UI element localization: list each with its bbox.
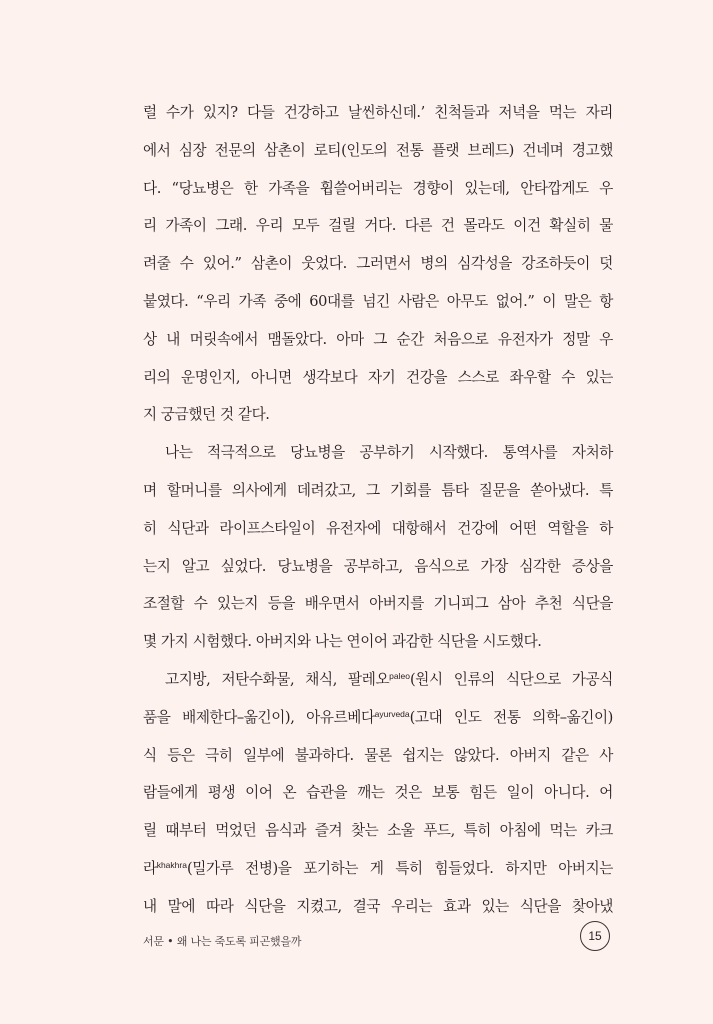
superscript-term: ayurveda xyxy=(374,708,410,719)
text-line xyxy=(143,699,613,737)
text-line: 식 등은 극히 일부에 불과하다. 물론 쉽지는 않았다. 아버지 같은 사 xyxy=(143,746,613,764)
text-line: 내 말에 따라 식단을 지켰고, 결국 우리는 효과 있는 식단을 찾아냈 xyxy=(143,897,613,915)
text-line: 람들에게 평생 이어 온 습관을 깨는 것은 보통 힘든 일이 아니다. 어 xyxy=(143,784,613,802)
text-line: 에서 심장 전문의 삼촌이 로티(인도의 전통 플랫 브레드) 건네며 경고했 xyxy=(143,141,613,159)
text-line: 리의 운명인지, 아니면 생각보다 자기 건강을 스스로 좌우할 수 있는 xyxy=(143,368,613,386)
text-line: 지 궁금했던 것 같다. xyxy=(143,406,270,424)
running-footer-title: 서문 • 왜 나는 죽도록 피곤했을까 xyxy=(143,935,302,948)
text-line: 상 내 머릿속에서 맴돌았다. 아마 그 순간 처음으로 유전자가 정말 우 xyxy=(143,330,613,348)
paragraph-start-line: 나는 적극적으로 당뇨병을 공부하기 시작했다. 통역사를 자처하 xyxy=(165,444,613,462)
text-line: 몇 가지 시험했다. 아버지와 나는 연이어 과감한 식단을 시도했다. xyxy=(143,633,542,651)
text-segment: 고지방, 저탄수화물, 채식, 팔레오 xyxy=(165,670,390,688)
body-text xyxy=(143,94,613,926)
text-segment: (밀가루 전병)을 포기하는 게 특히 힘들었다. 하지만 아버지는 xyxy=(186,859,613,877)
text-line: 럴 수가 있지? 다들 건강하고 날씬하신데.’ 친척들과 저녁을 먹는 자리 xyxy=(143,104,613,121)
page-number-badge xyxy=(580,921,610,951)
text-segment: (원시 인류의 식단으로 가공식 xyxy=(409,670,613,688)
text-segment: 품을 배제한다–옮긴이), 아유르베다 xyxy=(143,708,375,726)
page-number: 15 xyxy=(588,929,602,943)
superscript-term: paleo xyxy=(389,670,410,681)
text-line: 며 할머니를 의사에게 데려갔고, 그 기회를 틈타 질문을 쏟아냈다. 특 xyxy=(143,481,613,499)
text-line: 히 식단과 라이프스타일이 유전자에 대항해서 건강에 어떤 역할을 하 xyxy=(143,519,613,537)
text-line xyxy=(143,850,613,888)
text-segment: (고대 인도 전통 의학–옮긴이) xyxy=(409,708,613,726)
superscript-term: khakhra xyxy=(156,859,187,870)
text-segment: 라 xyxy=(143,859,157,877)
paragraph-start-line xyxy=(143,661,613,699)
text-line: 는지 알고 싶었다. 당뇨병을 공부하고, 음식으로 가장 심각한 증상을 xyxy=(143,557,613,575)
text-line: 다. “당뇨병은 한 가족을 휩쓸어버리는 경향이 있는데, 안타깝게도 우 xyxy=(143,179,613,197)
text-line: 릴 때부터 먹었던 음식과 즐겨 찾는 소울 푸드, 특히 아침에 먹는 카크 xyxy=(143,822,613,840)
text-line: 조절할 수 있는지 등을 배우면서 아버지를 기니피그 삼아 추천 식단을 xyxy=(143,595,613,613)
text-line: 리 가족이 그래. 우리 모두 걸릴 거다. 다른 건 몰라도 이건 확실히 물 xyxy=(143,217,613,235)
text-line: 려줄 수 있어.” 삼촌이 웃었다. 그러면서 병의 심각성을 강조하듯이 덧 xyxy=(143,255,613,273)
text-line: 붙였다. “우리 가족 중에 60대를 넘긴 사람은 아무도 없어.” 이 말은 항 xyxy=(143,292,613,310)
